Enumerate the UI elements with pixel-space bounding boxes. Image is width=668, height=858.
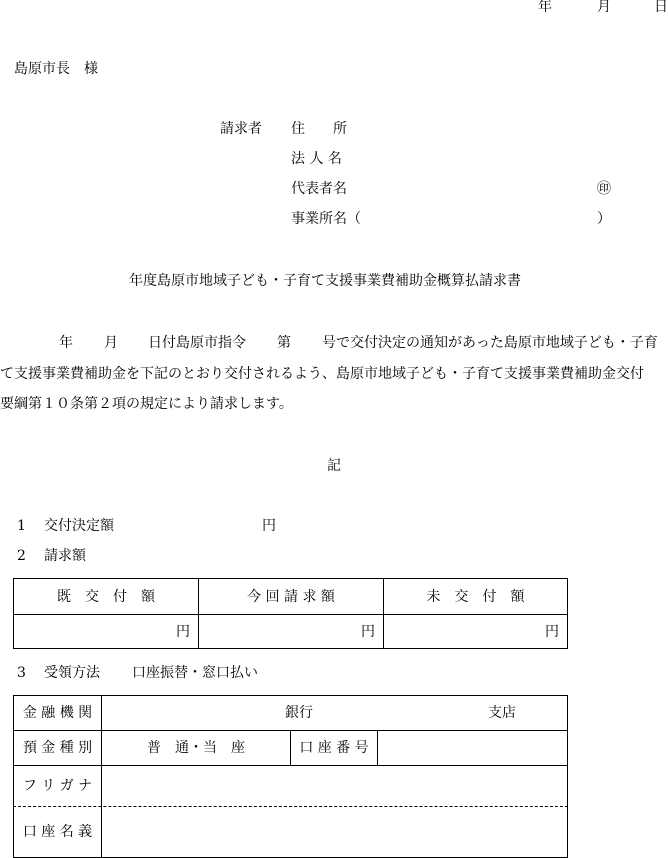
issued-amount-unit: 円 bbox=[176, 623, 190, 640]
section2-number: 2 bbox=[17, 548, 26, 564]
deposit-type-label: 預 金 種 別 bbox=[22, 740, 93, 756]
document-title: 年度島原市地域子ども・子育て支援事業費補助金概算払請求書 bbox=[129, 273, 521, 289]
body-line2: て支援事業費補助金を下記のとおり交付されるよう、島原市地域子ども・子育て支援事業費補助金交付 bbox=[0, 366, 644, 382]
branch-suffix: 支店 bbox=[488, 705, 516, 721]
unissued-amount-unit: 円 bbox=[545, 623, 559, 640]
receipt-methods: 口座振替・窓口払い bbox=[132, 665, 258, 681]
date-year-label: 年 bbox=[538, 0, 552, 15]
deposit-type-value: 普 通・当 座 bbox=[147, 740, 245, 756]
furigana-field[interactable] bbox=[102, 766, 567, 806]
bank-suffix: 銀行 bbox=[285, 705, 313, 721]
table-border bbox=[567, 578, 568, 648]
section2-label: 請求額 bbox=[44, 548, 86, 564]
table-border bbox=[567, 695, 568, 857]
header-issued-amount: 既 交 付 額 bbox=[57, 588, 155, 605]
body-line3: 要綱第１０条第２項の規定により請求します。 bbox=[0, 396, 293, 412]
addressee: 島原市長 様 bbox=[14, 61, 98, 77]
section3-number: 3 bbox=[17, 665, 26, 681]
requester-label: 請求者 bbox=[220, 121, 262, 137]
ki-heading: 記 bbox=[327, 458, 341, 474]
body-year: 年 bbox=[59, 335, 73, 351]
table-border bbox=[13, 648, 568, 649]
corporation-name-label: 法 人 名 bbox=[291, 151, 342, 167]
section1-unit: 円 bbox=[262, 518, 276, 534]
account-holder-field[interactable] bbox=[102, 807, 567, 857]
section1-number: 1 bbox=[17, 518, 26, 534]
body-month: 月 bbox=[104, 335, 118, 351]
date-month-label: 月 bbox=[597, 0, 611, 15]
section1-label: 交付決定額 bbox=[44, 518, 114, 534]
account-number-field[interactable] bbox=[378, 731, 567, 765]
furigana-label: フ リ ガ ナ bbox=[22, 778, 93, 794]
seal-mark: ㊞ bbox=[597, 181, 611, 197]
body-dai: 第 bbox=[277, 335, 291, 351]
body-order: 日付島原市指令 bbox=[148, 335, 246, 351]
bank-label: 金 融 機 関 bbox=[22, 705, 93, 721]
body-line1-rest: 号で交付決定の通知があった島原市地域子ども・子育 bbox=[322, 335, 658, 351]
representative-label: 代表者名 bbox=[291, 181, 347, 197]
account-number-label: 口 座 番 号 bbox=[299, 740, 369, 756]
address-label: 住 所 bbox=[291, 121, 347, 137]
office-name-close: ） bbox=[597, 211, 611, 227]
date-day-label: 日 bbox=[654, 0, 668, 15]
header-current-request: 今 回 請 求 額 bbox=[247, 588, 335, 605]
header-unissued-amount: 未 交 付 額 bbox=[426, 588, 525, 605]
account-holder-label: 口 座 名 義 bbox=[22, 824, 93, 840]
section3-label: 受領方法 bbox=[44, 665, 100, 681]
office-name-label: 事業所名（ bbox=[291, 211, 361, 227]
current-request-unit: 円 bbox=[361, 623, 375, 640]
